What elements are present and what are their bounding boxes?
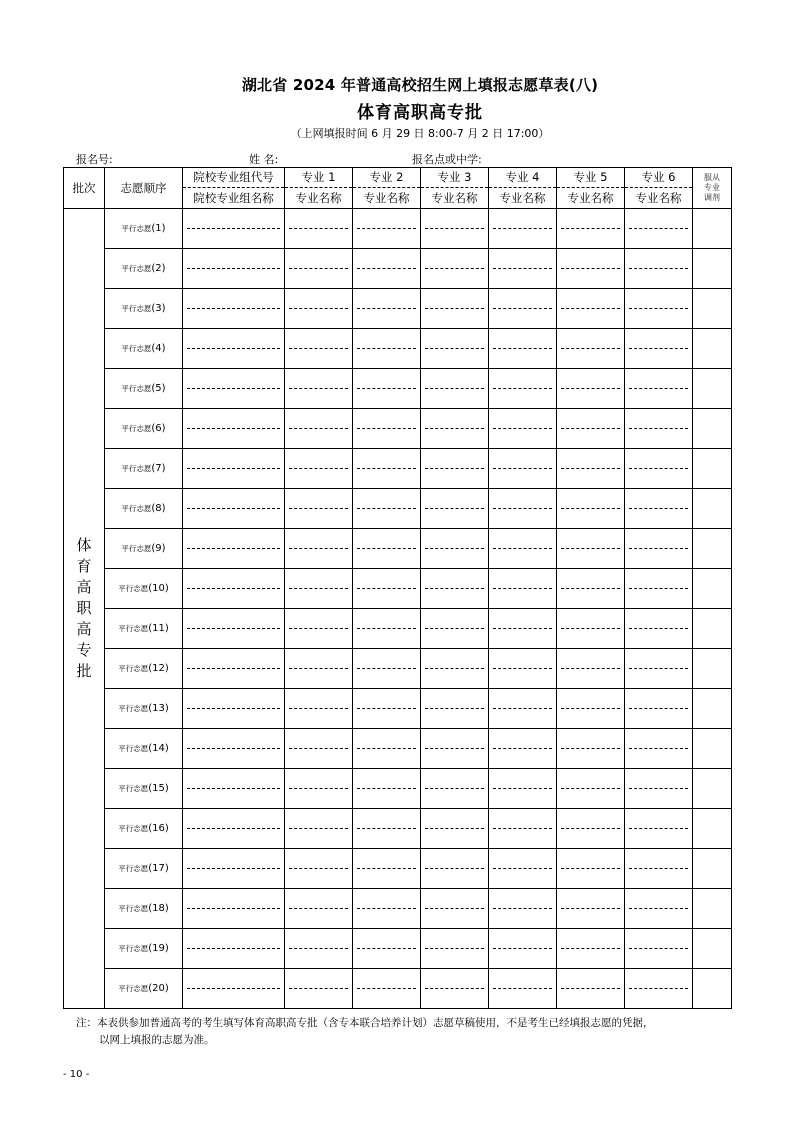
footnote xyxy=(76,1015,736,1049)
batch-header: 批次 xyxy=(64,168,105,209)
major-5-fill-cell[interactable] xyxy=(557,689,625,729)
major-2-label: 专业 2 xyxy=(353,168,420,188)
application-row xyxy=(64,289,732,329)
order-prefix: 平行志愿 xyxy=(121,304,152,313)
major-5-fill-cell[interactable] xyxy=(557,449,625,489)
footnote-line-1: 注：本表供参加普通高考的考生填写体育高职高专批（含专本联合培养计划）志愿草稿使用，不是考生已经填报志愿的凭据， xyxy=(76,1017,654,1029)
application-row xyxy=(64,969,732,1009)
major-6-fill-cell[interactable] xyxy=(625,649,693,689)
major-3-fill-cell[interactable] xyxy=(421,729,489,769)
application-row xyxy=(64,929,732,969)
order-prefix: 平行志愿 xyxy=(118,664,149,673)
batch-char: 职 xyxy=(76,599,92,617)
major-5-fill-cell[interactable] xyxy=(557,849,625,889)
header-row xyxy=(64,168,732,209)
major-1-fill-cell[interactable] xyxy=(285,889,353,929)
obey-adjust-cell[interactable] xyxy=(693,449,732,489)
order-prefix: 平行志愿 xyxy=(121,344,152,353)
application-row xyxy=(64,249,732,289)
form-title: 湖北省 2024 年普通高校招生网上填报志愿草表(八) xyxy=(241,76,599,94)
major-6-fill-cell[interactable] xyxy=(625,609,693,649)
order-cell xyxy=(105,969,183,1009)
major-4-fill-cell[interactable] xyxy=(489,609,557,649)
major-1-fill-cell[interactable] xyxy=(285,929,353,969)
obey-adjust-cell[interactable] xyxy=(693,529,732,569)
obey-adjust-header xyxy=(693,168,732,209)
major-3-fill-cell[interactable] xyxy=(421,489,489,529)
major-2-fill-cell[interactable] xyxy=(353,369,421,409)
order-number: (14) xyxy=(148,743,169,754)
major-1-fill-cell[interactable] xyxy=(285,249,353,289)
order-prefix: 平行志愿 xyxy=(121,464,152,473)
group-fill-cell[interactable] xyxy=(183,569,285,609)
major-3-label: 专业 3 xyxy=(421,168,488,188)
group-fill-cell[interactable] xyxy=(183,489,285,529)
major-4-fill-cell[interactable] xyxy=(489,489,557,529)
footnote-line-2: 以网上填报的志愿为准。 xyxy=(99,1034,215,1046)
major-4-header xyxy=(489,168,557,209)
major-3-name-label: 专业名称 xyxy=(431,191,478,205)
group-fill-cell[interactable] xyxy=(183,609,285,649)
application-row xyxy=(64,769,732,809)
major-6-fill-cell[interactable] xyxy=(625,849,693,889)
order-prefix: 平行志愿 xyxy=(118,704,149,713)
major-4-fill-cell[interactable] xyxy=(489,249,557,289)
major-1-name-label: 专业名称 xyxy=(295,191,342,205)
major-4-fill-cell[interactable] xyxy=(489,209,557,249)
order-prefix: 平行志愿 xyxy=(118,784,149,793)
major-1-fill-cell[interactable] xyxy=(285,849,353,889)
order-header: 志愿顺序 xyxy=(105,168,183,209)
group-fill-cell[interactable] xyxy=(183,289,285,329)
major-3-fill-cell[interactable] xyxy=(421,929,489,969)
major-5-fill-cell[interactable] xyxy=(557,249,625,289)
order-cell xyxy=(105,769,183,809)
major-1-fill-cell[interactable] xyxy=(285,209,353,249)
filing-time-note: （上网填报时间 6 月 29 日 8:00-7 月 2 日 17:00） xyxy=(290,127,550,140)
order-number: (16) xyxy=(148,823,169,834)
major-4-fill-cell[interactable] xyxy=(489,649,557,689)
major-4-fill-cell[interactable] xyxy=(489,369,557,409)
major-6-fill-cell[interactable] xyxy=(625,209,693,249)
order-cell xyxy=(105,489,183,529)
major-5-fill-cell[interactable] xyxy=(557,289,625,329)
major-1-fill-cell[interactable] xyxy=(285,969,353,1009)
major-4-fill-cell[interactable] xyxy=(489,769,557,809)
order-prefix: 平行志愿 xyxy=(118,864,149,873)
obey-adjust-cell[interactable] xyxy=(693,369,732,409)
obey-adjust-cell[interactable] xyxy=(693,689,732,729)
major-1-fill-cell[interactable] xyxy=(285,329,353,369)
major-3-fill-cell[interactable] xyxy=(421,689,489,729)
order-prefix: 平行志愿 xyxy=(121,504,152,513)
major-3-fill-cell[interactable] xyxy=(421,889,489,929)
order-prefix: 平行志愿 xyxy=(121,544,152,553)
major-6-fill-cell[interactable] xyxy=(625,569,693,609)
batch-cell xyxy=(64,209,105,1009)
order-prefix: 平行志愿 xyxy=(118,624,149,633)
order-prefix: 平行志愿 xyxy=(118,984,149,993)
group-fill-cell[interactable] xyxy=(183,529,285,569)
major-4-fill-cell[interactable] xyxy=(489,849,557,889)
obey-adjust-cell[interactable] xyxy=(693,929,732,969)
obey-adjust-cell[interactable] xyxy=(693,609,732,649)
group-fill-cell[interactable] xyxy=(183,249,285,289)
order-number: (4) xyxy=(151,343,166,354)
major-2-fill-cell[interactable] xyxy=(353,249,421,289)
major-1-fill-cell[interactable] xyxy=(285,609,353,649)
major-3-fill-cell[interactable] xyxy=(421,649,489,689)
major-2-header xyxy=(353,168,421,209)
batch-label xyxy=(64,535,104,682)
order-number: (6) xyxy=(151,423,166,434)
order-cell xyxy=(105,529,183,569)
application-row xyxy=(64,409,732,449)
group-fill-cell[interactable] xyxy=(183,889,285,929)
order-cell xyxy=(105,329,183,369)
order-prefix: 平行志愿 xyxy=(121,224,152,233)
major-6-fill-cell[interactable] xyxy=(625,689,693,729)
group-fill-cell[interactable] xyxy=(183,729,285,769)
major-6-fill-cell[interactable] xyxy=(625,769,693,809)
major-2-fill-cell[interactable] xyxy=(353,969,421,1009)
major-4-fill-cell[interactable] xyxy=(489,289,557,329)
form-subtitle: 体育高职高专批 xyxy=(357,103,483,123)
major-1-fill-cell[interactable] xyxy=(285,289,353,329)
major-4-fill-cell[interactable] xyxy=(489,329,557,369)
batch-char: 高 xyxy=(76,620,92,638)
major-3-fill-cell[interactable] xyxy=(421,209,489,249)
group-fill-cell[interactable] xyxy=(183,809,285,849)
major-5-fill-cell[interactable] xyxy=(557,809,625,849)
order-prefix: 平行志愿 xyxy=(118,904,149,913)
order-number: (17) xyxy=(148,863,169,874)
order-cell xyxy=(105,809,183,849)
group-fill-cell[interactable] xyxy=(183,409,285,449)
order-prefix: 平行志愿 xyxy=(121,264,152,273)
major-2-fill-cell[interactable] xyxy=(353,449,421,489)
order-number: (5) xyxy=(151,383,166,394)
group-fill-cell[interactable] xyxy=(183,929,285,969)
major-6-name-label: 专业名称 xyxy=(635,191,682,205)
major-5-fill-cell[interactable] xyxy=(557,969,625,1009)
order-number: (3) xyxy=(151,303,166,314)
major-2-fill-cell[interactable] xyxy=(353,409,421,449)
order-number: (20) xyxy=(148,983,169,994)
order-cell xyxy=(105,609,183,649)
major-1-fill-cell[interactable] xyxy=(285,729,353,769)
major-1-label: 专业 1 xyxy=(285,168,352,188)
application-row xyxy=(64,689,732,729)
major-5-fill-cell[interactable] xyxy=(557,409,625,449)
order-cell xyxy=(105,849,183,889)
major-5-fill-cell[interactable] xyxy=(557,729,625,769)
major-3-fill-cell[interactable] xyxy=(421,449,489,489)
application-row xyxy=(64,809,732,849)
order-prefix: 平行志愿 xyxy=(118,584,149,593)
obey-adjust-cell[interactable] xyxy=(693,849,732,889)
major-5-label: 专业 5 xyxy=(557,168,624,188)
major-2-fill-cell[interactable] xyxy=(353,689,421,729)
major-3-fill-cell[interactable] xyxy=(421,769,489,809)
group-fill-cell[interactable] xyxy=(183,649,285,689)
major-2-fill-cell[interactable] xyxy=(353,849,421,889)
order-cell xyxy=(105,929,183,969)
major-3-fill-cell[interactable] xyxy=(421,569,489,609)
order-number: (9) xyxy=(151,543,166,554)
order-prefix: 平行志愿 xyxy=(118,744,149,753)
major-5-fill-cell[interactable] xyxy=(557,489,625,529)
obey-adjust-cell[interactable] xyxy=(693,569,732,609)
major-2-fill-cell[interactable] xyxy=(353,729,421,769)
order-cell xyxy=(105,409,183,449)
order-number: (11) xyxy=(148,623,169,634)
group-fill-cell[interactable] xyxy=(183,329,285,369)
reg-no-label: 报名号: xyxy=(76,153,113,166)
obey-adjust-cell[interactable] xyxy=(693,489,732,529)
group-fill-cell[interactable] xyxy=(183,769,285,809)
order-number: (19) xyxy=(148,943,169,954)
group-fill-cell[interactable] xyxy=(183,849,285,889)
application-row xyxy=(64,489,732,529)
major-4-fill-cell[interactable] xyxy=(489,529,557,569)
batch-char: 批 xyxy=(76,662,92,680)
major-5-fill-cell[interactable] xyxy=(557,769,625,809)
obey-adjust-cell[interactable] xyxy=(693,649,732,689)
major-4-label: 专业 4 xyxy=(489,168,556,188)
major-2-fill-cell[interactable] xyxy=(353,889,421,929)
major-5-fill-cell[interactable] xyxy=(557,209,625,249)
major-2-fill-cell[interactable] xyxy=(353,529,421,569)
page-number: - 10 - xyxy=(63,1069,90,1080)
major-4-fill-cell[interactable] xyxy=(489,969,557,1009)
major-3-fill-cell[interactable] xyxy=(421,609,489,649)
order-prefix: 平行志愿 xyxy=(118,824,149,833)
major-5-header xyxy=(557,168,625,209)
batch-char: 高 xyxy=(76,578,92,596)
major-2-fill-cell[interactable] xyxy=(353,569,421,609)
major-3-fill-cell[interactable] xyxy=(421,529,489,569)
major-1-fill-cell[interactable] xyxy=(285,449,353,489)
major-6-fill-cell[interactable] xyxy=(625,809,693,849)
major-5-fill-cell[interactable] xyxy=(557,369,625,409)
major-3-header xyxy=(421,168,489,209)
major-1-fill-cell[interactable] xyxy=(285,369,353,409)
order-number: (8) xyxy=(151,503,166,514)
major-6-fill-cell[interactable] xyxy=(625,889,693,929)
order-cell xyxy=(105,889,183,929)
order-number: (13) xyxy=(148,703,169,714)
major-3-fill-cell[interactable] xyxy=(421,809,489,849)
application-row xyxy=(64,569,732,609)
order-prefix: 平行志愿 xyxy=(118,944,149,953)
major-4-fill-cell[interactable] xyxy=(489,809,557,849)
group-code-label: 院校专业组代号 xyxy=(183,168,284,188)
major-5-fill-cell[interactable] xyxy=(557,329,625,369)
major-1-fill-cell[interactable] xyxy=(285,769,353,809)
obey-adjust-cell[interactable] xyxy=(693,289,732,329)
major-2-fill-cell[interactable] xyxy=(353,289,421,329)
major-1-fill-cell[interactable] xyxy=(285,809,353,849)
major-6-fill-cell[interactable] xyxy=(625,249,693,289)
obey-line-2: 专业 xyxy=(704,183,720,192)
major-1-fill-cell[interactable] xyxy=(285,569,353,609)
major-6-fill-cell[interactable] xyxy=(625,409,693,449)
major-3-fill-cell[interactable] xyxy=(421,329,489,369)
application-row xyxy=(64,889,732,929)
order-cell xyxy=(105,289,183,329)
major-2-name-label: 专业名称 xyxy=(363,191,410,205)
order-number: (7) xyxy=(151,463,166,474)
major-4-fill-cell[interactable] xyxy=(489,689,557,729)
major-6-fill-cell[interactable] xyxy=(625,929,693,969)
application-row xyxy=(64,529,732,569)
group-fill-cell[interactable] xyxy=(183,369,285,409)
major-6-fill-cell[interactable] xyxy=(625,369,693,409)
major-3-fill-cell[interactable] xyxy=(421,409,489,449)
major-2-fill-cell[interactable] xyxy=(353,809,421,849)
application-row xyxy=(64,209,732,249)
major-1-header xyxy=(285,168,353,209)
order-cell xyxy=(105,689,183,729)
order-number: (18) xyxy=(148,903,169,914)
obey-adjust-cell[interactable] xyxy=(693,249,732,289)
major-6-fill-cell[interactable] xyxy=(625,289,693,329)
obey-adjust-cell[interactable] xyxy=(693,969,732,1009)
group-fill-cell[interactable] xyxy=(183,689,285,729)
major-6-header xyxy=(625,168,693,209)
major-4-fill-cell[interactable] xyxy=(489,929,557,969)
major-6-fill-cell[interactable] xyxy=(625,329,693,369)
application-row xyxy=(64,729,732,769)
application-row xyxy=(64,849,732,889)
major-4-name-label: 专业名称 xyxy=(499,191,546,205)
major-3-fill-cell[interactable] xyxy=(421,849,489,889)
obey-line-3: 调剂 xyxy=(704,193,720,202)
group-fill-cell[interactable] xyxy=(183,449,285,489)
major-1-fill-cell[interactable] xyxy=(285,649,353,689)
obey-adjust-cell[interactable] xyxy=(693,209,732,249)
major-2-fill-cell[interactable] xyxy=(353,329,421,369)
major-4-fill-cell[interactable] xyxy=(489,729,557,769)
obey-line-1: 服从 xyxy=(704,173,720,182)
major-5-fill-cell[interactable] xyxy=(557,649,625,689)
application-row xyxy=(64,329,732,369)
order-number: (15) xyxy=(148,783,169,794)
batch-char: 专 xyxy=(76,641,92,659)
obey-adjust-cell[interactable] xyxy=(693,729,732,769)
major-3-fill-cell[interactable] xyxy=(421,249,489,289)
major-6-fill-cell[interactable] xyxy=(625,489,693,529)
major-5-fill-cell[interactable] xyxy=(557,609,625,649)
major-5-fill-cell[interactable] xyxy=(557,929,625,969)
obey-adjust-cell[interactable] xyxy=(693,409,732,449)
application-form-table xyxy=(63,167,732,1009)
major-1-fill-cell[interactable] xyxy=(285,689,353,729)
obey-adjust-cell[interactable] xyxy=(693,329,732,369)
application-row xyxy=(64,649,732,689)
school-label: 报名点或中学: xyxy=(412,153,482,166)
order-cell xyxy=(105,209,183,249)
order-cell xyxy=(105,449,183,489)
major-4-fill-cell[interactable] xyxy=(489,409,557,449)
order-cell xyxy=(105,649,183,689)
major-6-fill-cell[interactable] xyxy=(625,449,693,489)
major-5-fill-cell[interactable] xyxy=(557,569,625,609)
major-6-fill-cell[interactable] xyxy=(625,729,693,769)
order-number: (2) xyxy=(151,263,166,274)
obey-adjust-cell[interactable] xyxy=(693,809,732,849)
major-5-name-label: 专业名称 xyxy=(567,191,614,205)
major-1-fill-cell[interactable] xyxy=(285,489,353,529)
order-cell xyxy=(105,569,183,609)
major-2-fill-cell[interactable] xyxy=(353,649,421,689)
major-2-fill-cell[interactable] xyxy=(353,929,421,969)
major-6-fill-cell[interactable] xyxy=(625,529,693,569)
major-5-fill-cell[interactable] xyxy=(557,529,625,569)
order-prefix: 平行志愿 xyxy=(121,384,152,393)
order-cell xyxy=(105,249,183,289)
batch-char: 体 xyxy=(76,536,92,554)
major-5-fill-cell[interactable] xyxy=(557,889,625,929)
major-2-fill-cell[interactable] xyxy=(353,489,421,529)
major-6-label: 专业 6 xyxy=(625,168,692,188)
application-row xyxy=(64,369,732,409)
obey-adjust-cell[interactable] xyxy=(693,769,732,809)
major-4-fill-cell[interactable] xyxy=(489,889,557,929)
order-number: (10) xyxy=(148,583,169,594)
major-6-fill-cell[interactable] xyxy=(625,969,693,1009)
application-row xyxy=(64,609,732,649)
order-cell xyxy=(105,729,183,769)
order-prefix: 平行志愿 xyxy=(121,424,152,433)
major-3-fill-cell[interactable] xyxy=(421,369,489,409)
major-4-fill-cell[interactable] xyxy=(489,449,557,489)
group-name-label: 院校专业组名称 xyxy=(193,191,274,205)
major-2-fill-cell[interactable] xyxy=(353,769,421,809)
order-number: (12) xyxy=(148,663,169,674)
major-1-fill-cell[interactable] xyxy=(285,529,353,569)
order-number: (1) xyxy=(151,223,166,234)
application-row xyxy=(64,449,732,489)
name-label: 姓 名: xyxy=(249,153,279,166)
major-4-fill-cell[interactable] xyxy=(489,569,557,609)
order-cell xyxy=(105,369,183,409)
major-2-fill-cell[interactable] xyxy=(353,609,421,649)
major-3-fill-cell[interactable] xyxy=(421,289,489,329)
group-fill-cell[interactable] xyxy=(183,209,285,249)
major-3-fill-cell[interactable] xyxy=(421,969,489,1009)
group-fill-cell[interactable] xyxy=(183,969,285,1009)
group-header xyxy=(183,168,285,209)
major-2-fill-cell[interactable] xyxy=(353,209,421,249)
obey-adjust-cell[interactable] xyxy=(693,889,732,929)
batch-char: 育 xyxy=(76,557,92,575)
major-1-fill-cell[interactable] xyxy=(285,409,353,449)
